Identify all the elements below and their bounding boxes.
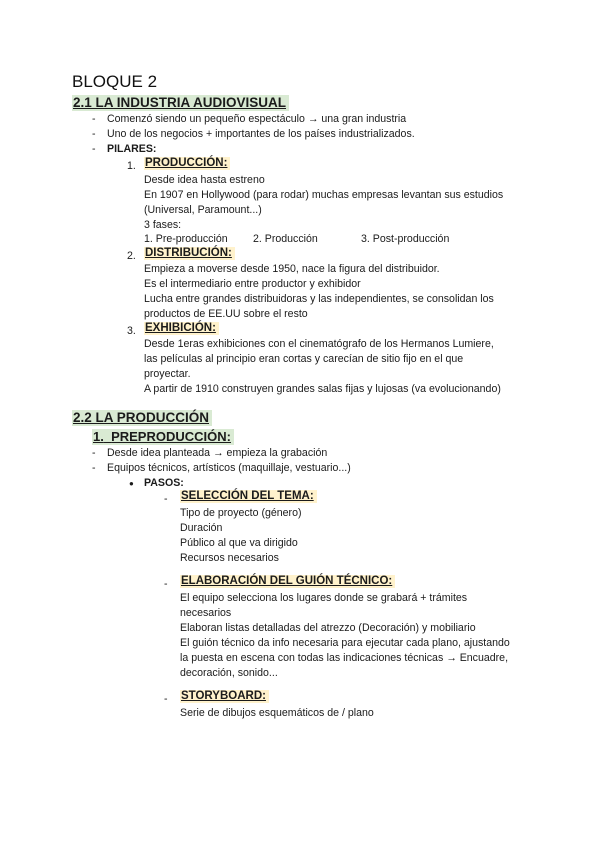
- section-heading-produccion: [72, 410, 212, 425]
- pilar-line: En 1907 en Hollywood (para rodar) muchas empresas levantan sus estudios: [144, 189, 504, 201]
- bullet-dash: -: [92, 128, 96, 140]
- bullet-text: Desde idea planteada → empieza la grabación: [107, 447, 328, 459]
- bullet-text: Uno de los negocios + importantes de los países industrializados.: [107, 128, 415, 140]
- pilar-title-exhibicion: EXHIBICIÓN:: [144, 322, 219, 334]
- phase-item: 2. Producción: [253, 233, 318, 245]
- bullet-dash: -: [92, 447, 96, 459]
- paso-line: Duración: [180, 522, 223, 534]
- pilar-line: Lucha entre grandes distribuidoras y las independientes, se consolidan los: [144, 293, 494, 305]
- pilar-line: Desde idea hasta estreno: [144, 174, 265, 186]
- subsection-heading-preproduccion: 1. PREPRODUCCIÓN:: [92, 429, 234, 444]
- bullet-dash: -: [92, 113, 96, 125]
- paso-line: El guión técnico da info necesaria para ejecutar cada plano, ajustando: [180, 637, 510, 649]
- pilar-number: 3.: [127, 325, 136, 337]
- section-heading-text: 2.1 LA INDUSTRIA AUDIOVISUAL: [72, 95, 289, 111]
- pilar-line: proyectar.: [144, 368, 191, 380]
- paso-line: Tipo de proyecto (género): [180, 507, 302, 519]
- pilar-line: 3 fases:: [144, 219, 182, 231]
- bullet-dash: -: [92, 143, 96, 155]
- pilar-title-distribucion: DISTRIBUCIÓN:: [144, 247, 235, 259]
- pilar-line: (Universal, Paramount...): [144, 204, 262, 216]
- paso-line: El equipo selecciona los lugares donde se grabará + trámites: [180, 592, 468, 604]
- paso-title-storyboard: STORYBOARD:: [180, 690, 269, 702]
- phase-item: 3. Post-producción: [361, 233, 450, 245]
- pilar-line: Empieza a moverse desde 1950, nace la figura del distribuidor.: [144, 263, 440, 275]
- section-heading-text: 2.2 LA PRODUCCIÓN: [72, 410, 212, 426]
- pilar-line: las películas al principio eran cortas y carecían de sitio fijo en el que: [144, 353, 464, 365]
- paso-line: la puesta en escena con todas las indicaciones técnicas → Encuadre,: [180, 652, 509, 664]
- paso-line: necesarios: [180, 607, 232, 619]
- pilar-number: 2.: [127, 250, 136, 262]
- paso-dash: -: [164, 493, 168, 505]
- bullet-dot: ●: [129, 479, 134, 488]
- bullet-dash: -: [92, 462, 96, 474]
- pilar-title-produccion: PRODUCCIÓN:: [144, 157, 230, 169]
- bullet-text: Comenzó siendo un pequeño espectáculo → una gran industria: [107, 113, 407, 125]
- phase-item: 1. Pre-producción: [144, 233, 228, 245]
- paso-title-guion: ELABORACIÓN DEL GUIÓN TÉCNICO:: [180, 575, 395, 587]
- bullet-text: Equipos técnicos, artísticos (maquillaje, vestuario...): [107, 462, 351, 474]
- pasos-label: PASOS:: [144, 477, 184, 489]
- paso-line: Público al que va dirigido: [180, 537, 298, 549]
- paso-dash: -: [164, 578, 168, 590]
- paso-line: decoración, sonido...: [180, 667, 278, 679]
- paso-line: Serie de dibujos esquemáticos de / plano: [180, 707, 374, 719]
- pilar-line: productos de EE.UU sobre el resto: [144, 308, 308, 320]
- page-title: BLOQUE 2: [72, 72, 158, 91]
- pilar-line: A partir de 1910 construyen grandes salas fijas y lujosas (va evolucionando): [144, 383, 501, 395]
- pilar-line: Es el intermediario entre productor y exhibidor: [144, 278, 361, 290]
- pilar-line: Desde 1eras exhibiciones con el cinematógrafo de los Hermanos Lumiere,: [144, 338, 494, 350]
- pilar-number: 1.: [127, 160, 136, 172]
- paso-title-seleccion: SELECCIÓN DEL TEMA:: [180, 490, 317, 502]
- pilares-label: PILARES:: [107, 143, 157, 155]
- paso-line: Recursos necesarios: [180, 552, 279, 564]
- section-heading-industria: [72, 95, 289, 110]
- paso-dash: -: [164, 693, 168, 705]
- paso-line: Elaboran listas detalladas del atrezzo (Decoración) y mobiliario: [180, 622, 476, 634]
